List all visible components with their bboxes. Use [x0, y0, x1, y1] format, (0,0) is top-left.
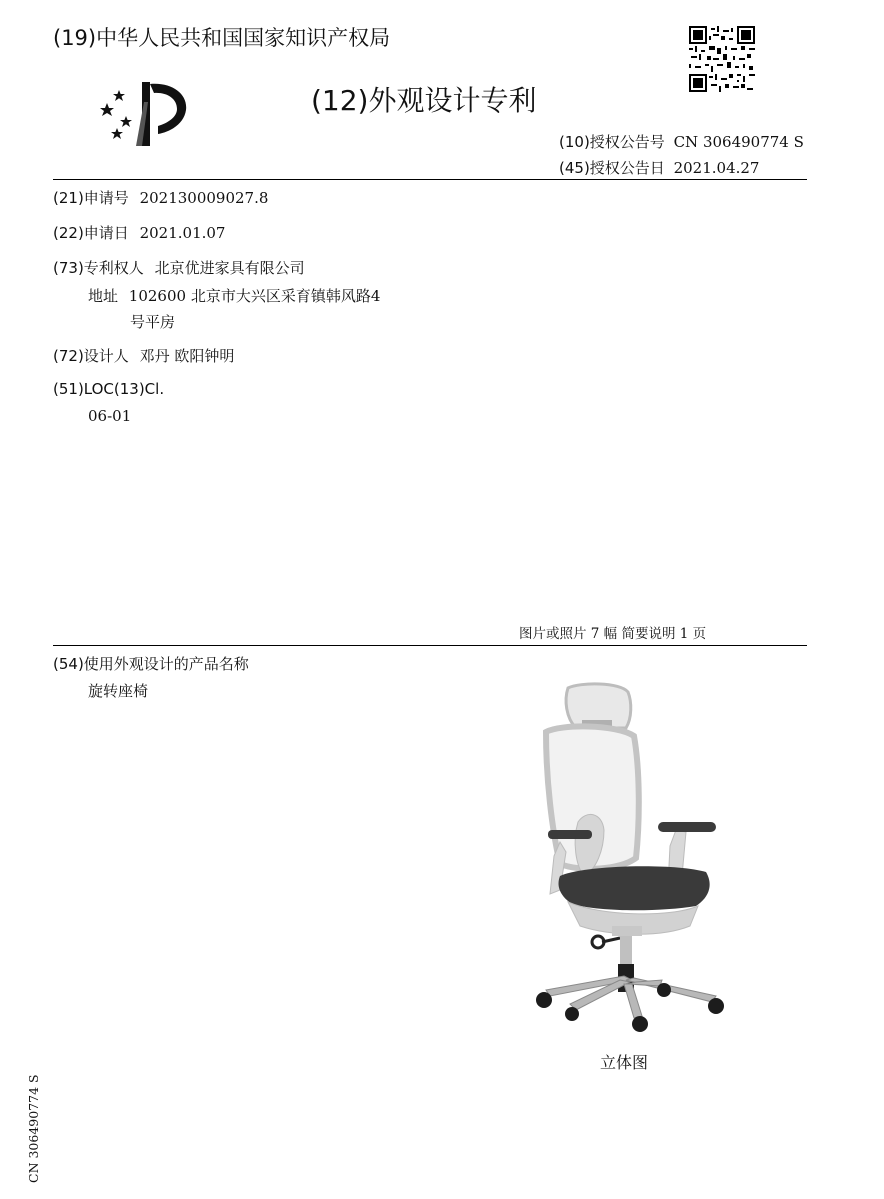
patentee-row [53, 257, 305, 278]
designers: 邓丹 欧阳钟明 [139, 347, 235, 365]
designer-label: (72)设计人 [53, 347, 129, 365]
product-name-label: (54)使用外观设计的产品名称 [53, 655, 249, 673]
publication-date-label: (45)授权公告日 [559, 159, 665, 177]
address-row [88, 285, 380, 306]
cnipa-logo-icon [98, 80, 190, 148]
loc-classification-label: (51)LOC(13)Cl. [53, 380, 165, 398]
patentee-label: (73)专利权人 [53, 259, 144, 277]
figure-caption: 立体图 [600, 1053, 649, 1072]
address-line-2: 号平房 [130, 313, 176, 331]
side-publication-number: CN 306490774 S [26, 1074, 41, 1183]
publication-number-label: (10)授权公告号 [559, 133, 665, 151]
loc-classification-value: 06-01 [88, 407, 132, 425]
figures-summary: 图片或照片 7 幅 简要说明 1 页 [519, 626, 707, 642]
header-divider [53, 179, 807, 180]
publication-number-row [559, 131, 804, 152]
product-name: 旋转座椅 [88, 682, 149, 700]
application-number-label: (21)申请号 [53, 189, 129, 207]
application-date-label: (22)申请日 [53, 224, 129, 242]
application-date: 2021.01.07 [139, 224, 226, 242]
designer-row [53, 345, 234, 366]
patentee: 北京优进家具有限公司 [154, 259, 305, 277]
document-kind: (12)外观设计专利 [311, 84, 537, 117]
application-number-row [53, 187, 268, 208]
summary-divider [53, 645, 807, 646]
office-name: (19)中华人民共和国国家知识产权局 [53, 26, 391, 50]
application-date-row [53, 222, 225, 243]
address-label: 地址 [88, 287, 119, 305]
application-number: 202130009027.8 [139, 189, 269, 207]
address-line-1: 102600 北京市大兴区采育镇韩风路4 [128, 287, 381, 305]
publication-date: 2021.04.27 [673, 159, 760, 177]
qr-code-icon [689, 26, 755, 92]
office-chair-illustration [520, 680, 735, 1035]
publication-number: CN 306490774 S [673, 133, 804, 151]
publication-date-row [559, 157, 759, 178]
